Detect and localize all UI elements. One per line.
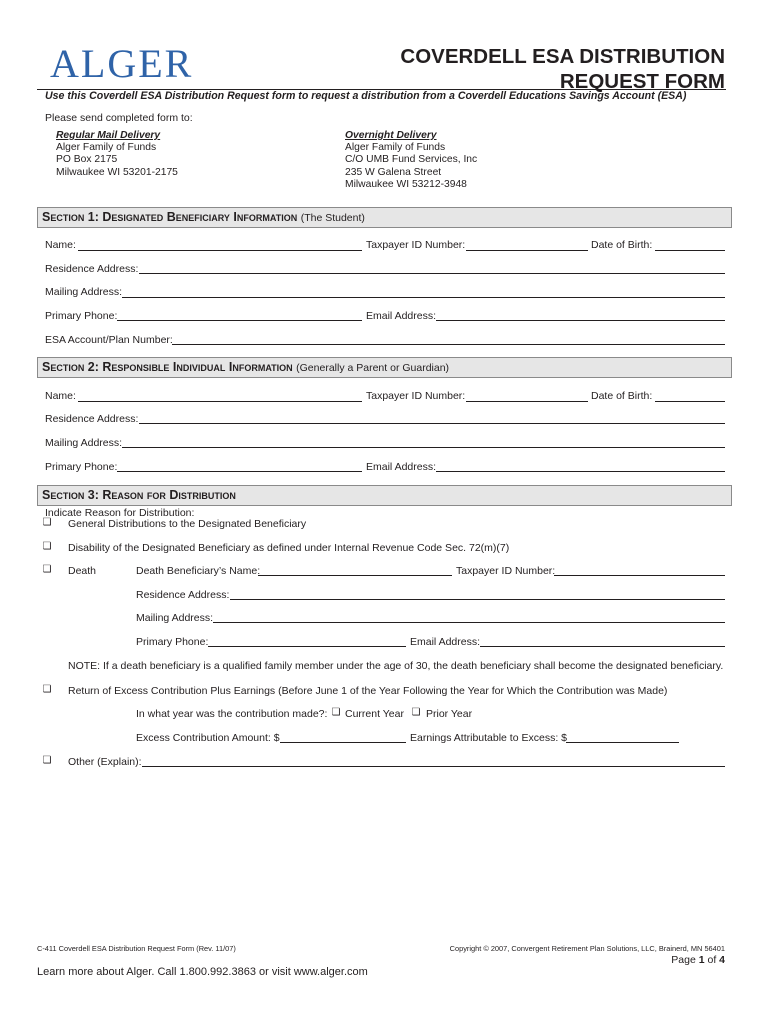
section-2-title (42, 360, 449, 374)
section-3-title: Section 3: Reason for Distribution (42, 488, 236, 502)
copyright: Copyright © 2007, Convergent Retirement Plan Solutions, LLC, Brainerd, MN 56401 (449, 944, 725, 953)
s1-name-label: Name: (45, 239, 76, 251)
s2-residence-field[interactable] (139, 423, 725, 424)
s1-tin-field[interactable] (466, 250, 588, 251)
excess-contribution-checkbox[interactable]: ❏ (42, 684, 52, 695)
address-line: 235 W Galena Street (345, 166, 442, 178)
death-residence-field[interactable] (230, 599, 725, 600)
death-phone-label: Primary Phone: (136, 636, 209, 648)
death-phone-field[interactable] (208, 646, 406, 647)
page-total: 4 (719, 954, 725, 966)
excess-amount-label: Excess Contribution Amount: $ (136, 732, 280, 744)
excess-amount-field[interactable] (280, 742, 406, 743)
death-mailing-label: Mailing Address: (136, 612, 214, 624)
send-intro: Please send completed form to: (45, 112, 193, 124)
page-of: of (704, 954, 720, 966)
form-subtitle: Use this Coverdell ESA Distribution Request form to request a distribution from a Coverdell Educations Savings Account (ESA) (45, 90, 687, 102)
s1-account-field[interactable] (172, 344, 725, 345)
learn-more: Learn more about Alger. Call 1.800.992.3863 or visit www.alger.com (37, 966, 368, 978)
s1-residence-field[interactable] (139, 273, 725, 274)
s2-email-label: Email Address: (366, 461, 437, 473)
title-line-1: COVERDELL ESA DISTRIBUTION (400, 45, 725, 68)
form-id: C-411 Coverdell ESA Distribution Request Form (Rev. 11/07) (37, 944, 236, 953)
page-prefix: Page (671, 954, 699, 966)
section-1-heading: Section 1: Designated Beneficiary Information (42, 210, 298, 224)
death-tin-field[interactable] (554, 575, 725, 576)
s1-residence-label: Residence Address: (45, 263, 139, 275)
prior-year-checkbox[interactable]: ❏ (411, 707, 421, 718)
s2-mailing-label: Mailing Address: (45, 437, 123, 449)
death-beneficiary-name-label: Death Beneficiary’s Name: (136, 565, 261, 577)
overnight-heading: Overnight Delivery (345, 130, 437, 141)
s1-email-field[interactable] (436, 320, 725, 321)
s1-phone-label: Primary Phone: (45, 310, 118, 322)
s2-name-field[interactable] (78, 401, 362, 402)
page-number (671, 954, 725, 966)
death-residence-label: Residence Address: (136, 589, 230, 601)
overnight-address (345, 130, 477, 191)
regular-mail-heading: Regular Mail Delivery (56, 130, 161, 141)
s1-name-field[interactable] (78, 250, 362, 251)
s1-tin-label: Taxpayer ID Number: (366, 239, 466, 251)
s1-mailing-label: Mailing Address: (45, 286, 123, 298)
s2-phone-field[interactable] (117, 471, 362, 472)
s2-email-field[interactable] (436, 471, 725, 472)
page-current: 1 (698, 954, 705, 966)
current-year-checkbox[interactable]: ❏ (331, 707, 341, 718)
death-checkbox[interactable]: ❏ (42, 564, 52, 575)
s1-account-label: ESA Account/Plan Number: (45, 334, 173, 346)
s1-mailing-field[interactable] (122, 297, 725, 298)
section-1-subheading: (The Student) (300, 212, 365, 224)
address-line: Milwaukee WI 53201-2175 (56, 166, 178, 178)
disability-checkbox[interactable]: ❏ (42, 541, 52, 552)
s2-mailing-field[interactable] (122, 447, 725, 448)
s2-residence-label: Residence Address: (45, 413, 139, 425)
form-title (400, 44, 725, 94)
s2-tin-field[interactable] (466, 401, 588, 402)
disability-label: Disability of the Designated Beneficiary as defined under Internal Revenue Code Sec. 72(m)(7) (68, 542, 510, 554)
regular-mail-address (56, 130, 178, 179)
section-2-subheading: (Generally a Parent or Guardian) (296, 362, 450, 374)
excess-contribution-label: Return of Excess Contribution Plus Earnings (Before June 1 of the Year Following the Year for Which the Contribution was Made) (68, 685, 668, 697)
s1-phone-field[interactable] (117, 320, 362, 321)
title-line-2: REQUEST FORM (559, 70, 725, 93)
death-email-field[interactable] (480, 646, 725, 647)
address-line: PO Box 2175 (56, 154, 118, 166)
current-year-label: Current Year (345, 708, 404, 720)
alger-logo: ALGER (50, 41, 194, 86)
other-label: Other (Explain): (68, 756, 142, 768)
death-tin-label: Taxpayer ID Number: (456, 565, 556, 577)
earnings-field[interactable] (566, 742, 679, 743)
contribution-year-question: In what year was the contribution made?: (136, 708, 328, 720)
death-label: Death (68, 565, 97, 577)
address-line: Milwaukee WI 53212-3948 (345, 178, 467, 190)
section-2-heading: Section 2: Responsible Individual Information (42, 360, 293, 374)
s2-name-label: Name: (45, 390, 76, 402)
address-line: C/O UMB Fund Services, Inc (345, 154, 478, 166)
s2-dob-field[interactable] (655, 401, 725, 402)
other-explain-field[interactable] (142, 766, 725, 767)
general-distribution-label: General Distributions to the Designated Beneficiary (68, 518, 307, 530)
s1-dob-field[interactable] (655, 250, 725, 251)
s2-phone-label: Primary Phone: (45, 461, 118, 473)
death-beneficiary-name-field[interactable] (258, 575, 452, 576)
address-line: Alger Family of Funds (56, 142, 157, 154)
death-note: NOTE: If a death beneficiary is a qualified family member under the age of 30, the death beneficiary shall become the designated beneficiary. (68, 660, 724, 672)
s2-dob-label: Date of Birth: (591, 390, 653, 402)
general-distribution-checkbox[interactable]: ❏ (42, 517, 52, 528)
s2-tin-label: Taxpayer ID Number: (366, 390, 466, 402)
death-mailing-field[interactable] (213, 622, 725, 623)
death-email-label: Email Address: (410, 636, 481, 648)
s1-email-label: Email Address: (366, 310, 437, 322)
prior-year-label: Prior Year (426, 708, 473, 720)
earnings-label: Earnings Attributable to Excess: $ (410, 732, 568, 744)
indicate-reason-label: Indicate Reason for Distribution: (45, 507, 195, 519)
section-1-title (42, 210, 365, 224)
address-line: Alger Family of Funds (345, 142, 446, 154)
other-checkbox[interactable]: ❏ (42, 755, 52, 766)
s1-dob-label: Date of Birth: (591, 239, 653, 251)
